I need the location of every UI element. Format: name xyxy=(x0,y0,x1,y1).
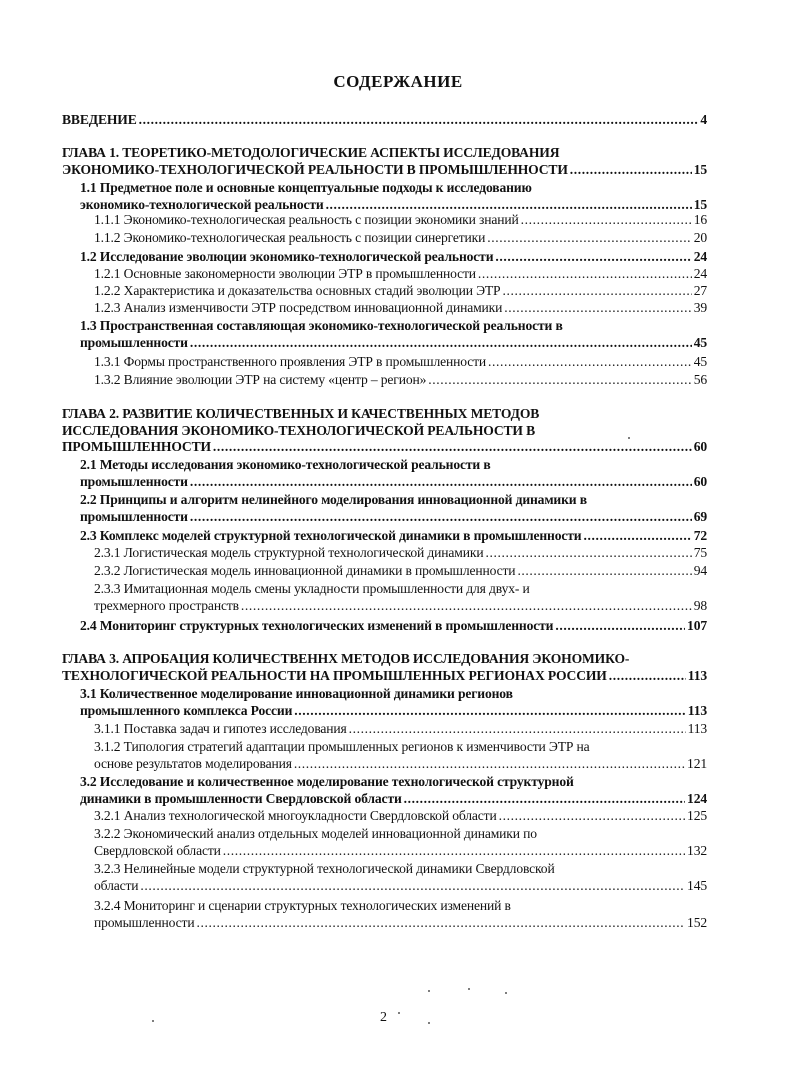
toc-page-number: 45 xyxy=(693,334,707,350)
toc-page-number: 45 xyxy=(693,354,707,369)
toc-entry-title: промышленности xyxy=(80,508,188,524)
toc-entry-title: 2.2 Принципы и алгоритм нелинейного моделирования инновационной динамики в xyxy=(80,492,587,507)
toc-entry-title: ГЛАВА 2. РАЗВИТИЕ КОЛИЧЕСТВЕННЫХ И КАЧЕСТВЕННЫХ МЕТОДОВ xyxy=(62,406,540,421)
toc-entry-title: 3.2.2 Экономический анализ отдельных моделей инновационной динамики по xyxy=(94,826,537,841)
dot-leader xyxy=(583,528,691,545)
toc-entry-title: 1.2 Исследование эволюции экономико-технологической реальности xyxy=(80,249,494,264)
toc-entry[interactable] xyxy=(94,283,707,300)
toc-page-number: 152 xyxy=(687,914,707,930)
toc-entry-title: динамики в промышленности Свердловской области xyxy=(80,790,402,806)
dot-leader xyxy=(488,354,692,371)
toc-entry-title: 3.2.4 Мониторинг и сценарии структурных технологических изменений в xyxy=(94,898,511,913)
toc-entry-title: промышленности xyxy=(80,473,188,489)
toc-entry[interactable] xyxy=(80,686,707,719)
dot-leader xyxy=(478,266,692,283)
toc-entry[interactable] xyxy=(62,112,707,129)
toc-entry-title: Свердловской области xyxy=(94,842,221,858)
toc-entry[interactable] xyxy=(62,145,707,178)
dot-leader xyxy=(404,791,685,808)
toc-entry[interactable] xyxy=(94,861,707,894)
toc-entry-title: 2.3.3 Имитационная модель смены укладности промышленности для двух- и xyxy=(94,581,530,596)
toc-entry-title: 1.2.1 Основные закономерности эволюции ЭТР в промышленности xyxy=(94,266,476,281)
toc-page-number: 72 xyxy=(693,528,707,543)
toc-entry-title: промышленности xyxy=(80,334,188,350)
toc-entry-title: промышленного комплекса России xyxy=(80,702,293,718)
toc-entry[interactable] xyxy=(94,898,707,931)
dot-leader xyxy=(495,249,691,266)
toc-entry-title: 1.3 Пространственная составляющая экономико-технологической реальности в xyxy=(80,318,563,333)
toc-entry-title: 3.2.1 Анализ технологической многоукладности Свердловской области xyxy=(94,808,497,823)
dot-leader xyxy=(570,162,692,179)
toc-entry[interactable] xyxy=(94,372,707,389)
toc-entry[interactable] xyxy=(94,545,707,562)
toc-page-number: 4 xyxy=(700,112,707,127)
toc-entry[interactable] xyxy=(80,618,707,635)
dot-leader xyxy=(213,439,692,456)
toc-page-number: 16 xyxy=(693,212,707,227)
toc-entry[interactable] xyxy=(94,563,707,580)
toc-entry-title: ВВЕДЕНИЕ xyxy=(62,112,137,127)
toc-entry-title: 2.4 Мониторинг структурных технологических изменений в промышленности xyxy=(80,618,554,633)
dot-leader xyxy=(428,372,691,389)
toc-entry[interactable] xyxy=(94,581,707,614)
dot-leader xyxy=(190,335,692,352)
dot-leader xyxy=(502,283,691,300)
toc-entry[interactable] xyxy=(80,457,707,490)
toc-page-number: 107 xyxy=(687,618,707,633)
toc-entry[interactable] xyxy=(94,826,707,859)
toc-page-number: 20 xyxy=(693,230,707,245)
toc-entry[interactable] xyxy=(94,808,707,825)
dot-leader xyxy=(294,703,686,720)
dot-leader xyxy=(190,474,692,491)
toc-entry-title: 3.2 Исследование и количественное моделирование технологической структурной xyxy=(80,774,574,789)
toc-page-number: 56 xyxy=(693,372,707,387)
page-title: СОДЕРЖАНИЕ xyxy=(333,72,463,91)
toc-page-number: 27 xyxy=(693,283,707,298)
toc-page-number: 39 xyxy=(693,300,707,315)
toc-page-number: 125 xyxy=(687,808,707,823)
toc-page-number: 113 xyxy=(687,721,707,736)
dot-leader xyxy=(521,212,692,229)
toc-entry[interactable] xyxy=(80,528,707,545)
toc-entry[interactable] xyxy=(94,300,707,317)
toc-entry-title: 2.3 Комплекс моделей структурной технологической динамики в промышленности xyxy=(80,528,582,543)
toc-page-number: 124 xyxy=(687,790,707,806)
dot-leader xyxy=(139,112,699,129)
dot-leader xyxy=(555,618,685,635)
toc-page-number: 98 xyxy=(693,597,707,613)
dot-leader xyxy=(140,878,685,895)
toc-entry-title: области xyxy=(94,877,139,893)
toc-entry-title: 3.1.1 Поставка задач и гипотез исследования xyxy=(94,721,347,736)
toc-entry-title: 2.3.1 Логистическая модель структурной технологической динамики xyxy=(94,545,484,560)
toc-entry-title: ГЛАВА 1. ТЕОРЕТИКО-МЕТОДОЛОГИЧЕСКИЕ АСПЕКТЫ ИССЛЕДОВАНИЯ xyxy=(62,145,560,160)
toc-entry[interactable] xyxy=(94,230,707,247)
toc-entry-title: 1.2.3 Анализ изменчивости ЭТР посредством инновационной динамики xyxy=(94,300,503,315)
toc-entry[interactable] xyxy=(80,492,707,525)
dot-leader xyxy=(241,598,692,615)
toc-entry[interactable] xyxy=(94,212,707,229)
dot-leader xyxy=(485,545,691,562)
toc-page-number: 121 xyxy=(687,755,707,771)
toc-entry[interactable] xyxy=(80,774,707,807)
toc-entry-title: 1.1.2 Экономико-технологическая реальность с позиции синергетики xyxy=(94,230,486,245)
toc-entry-title: 3.1.2 Типология стратегий адаптации промышленных регионов к изменчивости ЭТР на xyxy=(94,739,590,754)
toc-entry-title: промышленности xyxy=(94,914,195,930)
toc-entry[interactable] xyxy=(62,651,707,684)
toc-page-number: 24 xyxy=(693,266,707,281)
toc-entry-title: 1.3.1 Формы пространственного проявления ЭТР в промышленности xyxy=(94,354,487,369)
toc-entry-title: ТЕХНОЛОГИЧЕСКОЙ РЕАЛЬНОСТИ НА ПРОМЫШЛЕННЫХ РЕГИОНАХ РОССИИ xyxy=(62,667,607,683)
toc-page-number: 24 xyxy=(693,249,707,264)
dot-leader xyxy=(196,915,685,932)
page-number: 2 xyxy=(380,1010,387,1025)
toc-entry-title: ИССЛЕДОВАНИЯ ЭКОНОМИКО-ТЕХНОЛОГИЧЕСКОЙ РЕАЛЬНОСТИ В xyxy=(62,422,536,438)
toc-entry-title: ЭКОНОМИКО-ТЕХНОЛОГИЧЕСКОЙ РЕАЛЬНОСТИ В ПРОМЫШЛЕННОСТИ xyxy=(62,161,568,177)
dot-leader xyxy=(504,300,691,317)
toc-page-number: 60 xyxy=(693,473,707,489)
dot-leader xyxy=(294,756,685,773)
toc-entry[interactable] xyxy=(94,266,707,283)
toc-entry[interactable] xyxy=(62,406,707,456)
dot-leader xyxy=(326,197,692,214)
toc-entry-title: 3.1 Количественное моделирование инновационной динамики регионов xyxy=(80,686,513,701)
dot-leader xyxy=(349,721,686,738)
toc-entry-title: 1.1.1 Экономико-технологическая реальность с позиции экономики знаний xyxy=(94,212,519,227)
dot-leader xyxy=(487,230,691,247)
toc-entry-title: 2.3.2 Логистическая модель инновационной динамики в промышленности xyxy=(94,563,516,578)
dot-leader xyxy=(499,808,685,825)
toc-page-number: 15 xyxy=(693,161,707,177)
toc-entry-title: экономико-технологической реальности xyxy=(80,196,324,212)
toc-entry-title: основе результатов моделирования xyxy=(94,755,292,771)
toc-page-number: 113 xyxy=(687,667,707,683)
toc-entry[interactable] xyxy=(80,318,707,351)
toc-page-number: 94 xyxy=(693,563,707,578)
toc-page-number: 113 xyxy=(687,702,707,718)
toc-entry-title: 1.1 Предметное поле и основные концептуальные подходы к исследованию xyxy=(80,180,532,195)
dot-leader xyxy=(190,509,692,526)
toc-entry-title: 1.2.2 Характеристика и доказательства основных стадий эволюции ЭТР xyxy=(94,283,501,298)
toc-entry-title: ГЛАВА 3. АПРОБАЦИЯ КОЛИЧЕСТВЕННХ МЕТОДОВ ИССЛЕДОВАНИЯ ЭКОНОМИКО- xyxy=(62,651,630,666)
toc-entry-title: трехмерного пространств xyxy=(94,597,239,613)
toc-page-number: 60 xyxy=(693,439,707,455)
toc-entry-title: 1.3.2 Влияние эволюции ЭТР на систему «центр – регион» xyxy=(94,372,427,387)
toc-entry[interactable] xyxy=(80,180,707,213)
toc-entry[interactable] xyxy=(94,354,707,371)
toc-page-number: 75 xyxy=(693,545,707,560)
toc-entry[interactable] xyxy=(80,249,707,266)
dot-leader xyxy=(517,563,691,580)
toc-entry[interactable] xyxy=(94,721,707,738)
toc-page-number: 145 xyxy=(687,877,707,893)
toc-entry-title: 3.2.3 Нелинейные модели структурной технологической динамики Свердловской xyxy=(94,861,555,876)
toc-entry[interactable] xyxy=(94,739,707,772)
toc-entry-title: 2.1 Методы исследования экономико-технологической реальности в xyxy=(80,457,491,472)
toc-page-number: 69 xyxy=(693,508,707,524)
dot-leader xyxy=(609,668,686,685)
toc-page-number: 15 xyxy=(693,196,707,212)
toc-entry-title: ПРОМЫШЛЕННОСТИ xyxy=(62,439,211,455)
dot-leader xyxy=(223,843,685,860)
toc-page-number: 132 xyxy=(687,842,707,858)
